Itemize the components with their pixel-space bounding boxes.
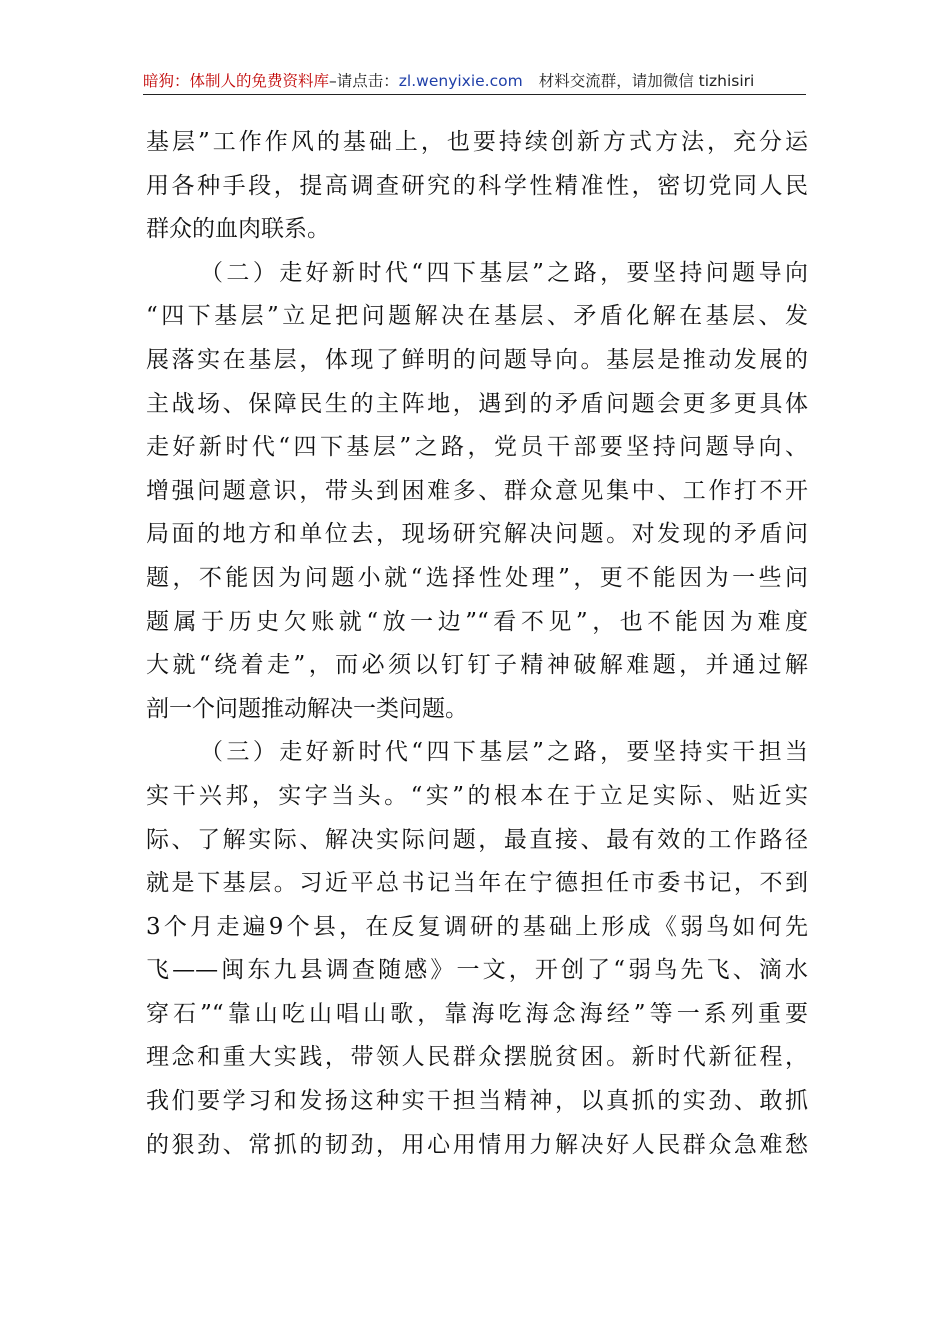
section-heading: （三）走好新时代“四下基层”之路，要坚持实干担当	[200, 739, 808, 766]
text-line: 理念和重大实践，带领人民群众摆脱贫困。新时代新征程，	[146, 1044, 808, 1071]
text-line: 题，不能因为问题小就“选择性处理”，更不能因为一些问	[146, 564, 808, 591]
text-line: 基层”工作作风的基础上，也要持续创新方式方法，充分运	[146, 129, 808, 155]
text-line: 我们要学习和发扬这种实干担当精神，以真抓的实劲、敢抓	[146, 1088, 808, 1115]
text-line: 题属于历史欠账就“放一边”“看不见”，也不能因为难度	[146, 608, 808, 635]
text-line: 3个月走遍9个县，在反复调研的基础上形成《弱鸟如何先	[146, 913, 808, 940]
text-line: 际、了解实际、解决实际问题，最直接、最有效的工作路径	[146, 826, 808, 853]
text-line: 剖一个问题推动解决一类问题。	[146, 695, 468, 722]
text-line: 大就“绕着走”，而必须以钉钉子精神破解难题，并通过解	[146, 652, 808, 679]
text-line: 用各种手段，提高调查研究的科学性精准性，密切党同人民	[146, 172, 808, 199]
text-line: 走好新时代“四下基层”之路，党员干部要坚持问题导向、	[146, 434, 808, 461]
header-brand: 暗狗：体制人的免费资料库	[143, 72, 330, 90]
text-line: 增强问题意识，带头到困难多、群众意见集中、工作打不开	[146, 477, 808, 504]
header-link[interactable]: zl.wenyixie.com	[398, 72, 523, 90]
section-heading: （二）走好新时代“四下基层”之路，要坚持问题导向	[200, 259, 808, 286]
text-line: “四下基层”立足把问题解决在基层、矛盾化解在基层、发	[146, 303, 808, 330]
text-line: 局面的地方和单位去，现场研究解决问题。对发现的矛盾问	[146, 521, 808, 548]
header-wechat-note: 材料交流群，请加微信 tizhisiri	[538, 72, 755, 90]
text-line: 穿石”“靠山吃山唱山歌，靠海吃海念海经”等一系列重要	[146, 1000, 808, 1027]
text-line: 就是下基层。习近平总书记当年在宁德担任市委书记，不到	[146, 870, 808, 897]
text-line: 群众的血肉联系。	[146, 216, 330, 243]
text-line: 展落实在基层，体现了鲜明的问题导向。基层是推动发展的	[146, 346, 808, 373]
text-line: 的狠劲、常抓的韧劲，用心用情用力解决好人民群众急难愁	[146, 1131, 808, 1158]
page-header	[143, 68, 806, 95]
text-line: 飞——闽东九县调查随感》一文，开创了“弱鸟先飞、滴水	[146, 957, 808, 984]
document-body	[146, 121, 808, 1167]
text-line: 主战场、保障民生的主阵地，遇到的矛盾问题会更多更具体	[146, 390, 808, 417]
header-link-prefix: –请点击：	[329, 72, 399, 90]
text-line: 实干兴邦，实字当头。“实”的根本在于立足实际、贴近实	[146, 782, 808, 809]
